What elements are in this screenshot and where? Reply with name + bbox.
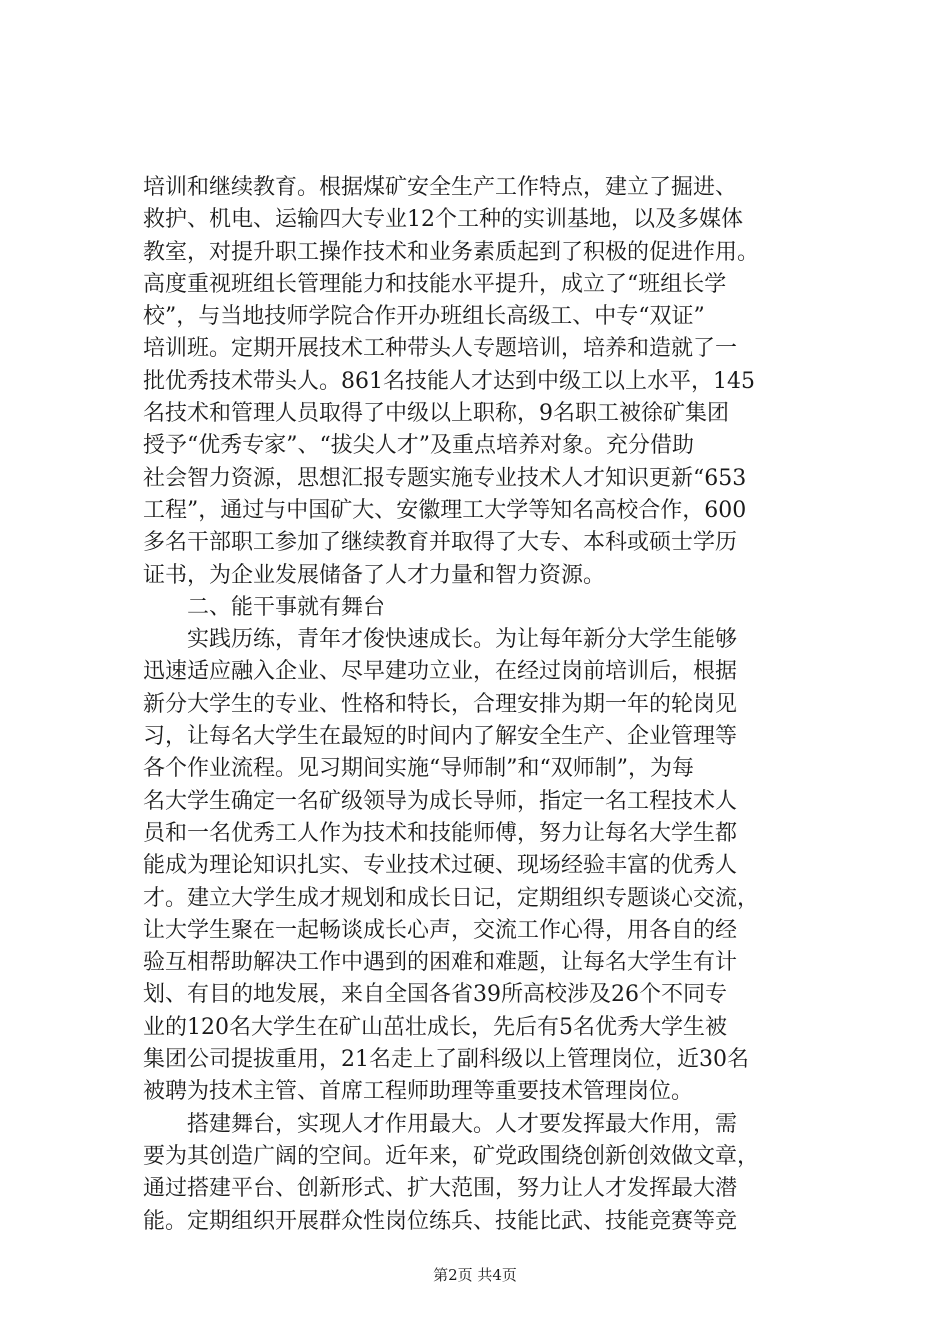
text-line: 验互相帮助解决工作中遇到的困难和难题，让每名大学生有计 [143, 950, 738, 976]
text-line: 员和一名优秀工人作为技术和技能师傅，努力让每名大学生都 [143, 820, 738, 846]
body-text [143, 172, 843, 1238]
text-line: 迅速适应融入企业、尽早建功立业，在经过岗前培训后，根据 [143, 659, 738, 685]
text-line: 被聘为技术主管、首席工程师助理等重要技术管理岗位。 [143, 1079, 694, 1105]
text-line: 多名干部职工参加了继续教育并取得了大专、本科或硕士学历 [143, 530, 738, 556]
text-line: 批优秀技术带头人。861名技能人才达到中级工以上水平，145 [143, 368, 755, 394]
text-line: 各个作业流程。见习期间实施“导师制”和“双师制”，为每 [143, 756, 694, 782]
text-line: 授予“优秀专家”、“拔尖人才”及重点培养对象。充分借助 [143, 433, 694, 459]
text-line: 实践历练，青年才俊快速成长。为让每年新分大学生能够 [143, 627, 738, 653]
text-line: 划、有目的地发展，来自全国各省39所高校涉及26个不同专 [143, 982, 727, 1008]
text-line: 培训班。定期开展技术工种带头人专题培训，培养和造就了一 [143, 336, 738, 362]
page-number: 第2页 共4页 [433, 1266, 517, 1284]
text-line: 让大学生聚在一起畅谈成长心声，交流工作心得，用各自的经 [143, 917, 738, 943]
text-line: 集团公司提拔重用，21名走上了副科级以上管理岗位，近30名 [143, 1047, 749, 1073]
text-line: 要为其创造广阔的空间。近年来，矿党政围绕创新创效做文章， [143, 1143, 760, 1169]
text-line: 能。定期组织开展群众性岗位练兵、技能比武、技能竞赛等竞 [143, 1208, 738, 1234]
page-footer [0, 1265, 950, 1285]
text-line: 校”，与当地技师学院合作开办班组长高级工、中专“双证” [143, 304, 705, 330]
text-line: 教室，对提升职工操作技术和业务素质起到了积极的促进作用。 [143, 239, 760, 265]
text-line: 社会智力资源，思想汇报专题实施专业技术人才知识更新“653 [143, 465, 747, 491]
text-line: 培训和继续教育。根据煤矿安全生产工作特点，建立了掘进、 [143, 175, 738, 200]
text-line: 通过搭建平台、创新形式、扩大范围，努力让人才发挥最大潜 [143, 1176, 738, 1202]
text-line: 新分大学生的专业、性格和特长，合理安排为期一年的轮岗见 [143, 691, 738, 717]
text-line: 高度重视班组长管理能力和技能水平提升，成立了“班组长学 [143, 271, 727, 297]
text-line: 能成为理论知识扎实、专业技术过硬、现场经验丰富的优秀人 [143, 853, 738, 879]
text-line: 工程”，通过与中国矿大、安徽理工大学等知名高校合作，600 [143, 497, 747, 523]
text-line: 搭建舞台，实现人才作用最大。人才要发挥最大作用，需 [143, 1111, 738, 1137]
text-line: 业的120名大学生在矿山茁壮成长，先后有5名优秀大学生被 [143, 1014, 727, 1040]
text-line: 习，让每名大学生在最短的时间内了解安全生产、企业管理等 [143, 724, 738, 750]
text-line: 才。建立大学生成才规划和成长日记，定期组织专题谈心交流， [143, 885, 760, 911]
text-line: 救护、机电、运输四大专业12个工种的实训基地，以及多媒体 [143, 207, 743, 233]
text-line: 证书，为企业发展储备了人才力量和智力资源。 [143, 562, 606, 588]
text-line: 名技术和管理人员取得了中级以上职称，9名职工被徐矿集团 [143, 401, 729, 427]
text-line: 名大学生确定一名矿级领导为成长导师，指定一名工程技术人 [143, 788, 738, 814]
section-heading: 二、能干事就有舞台 [143, 594, 386, 620]
